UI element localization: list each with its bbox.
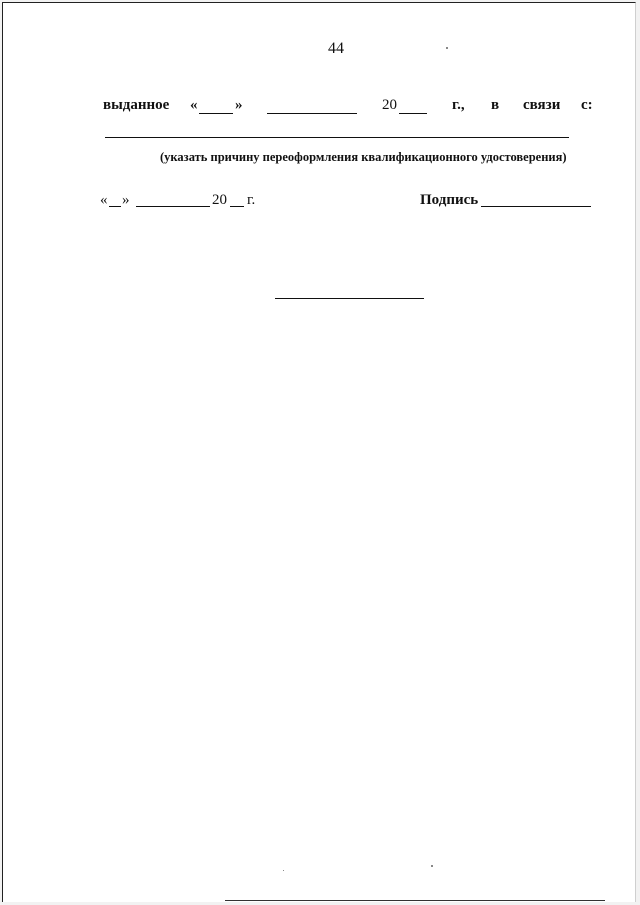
date-year-suffix: г. (247, 192, 256, 208)
reason-caption: (указать причину переоформления квалификационного удостоверения) (160, 150, 567, 164)
word-connection: связи (523, 97, 561, 113)
scan-speck (283, 870, 284, 871)
signature-label: Подпись (420, 192, 479, 208)
scan-speck (431, 865, 433, 867)
year-prefix: 20 (382, 97, 397, 113)
scan-speck (446, 47, 448, 49)
date-day-blank[interactable] (109, 206, 121, 207)
date-quote-open: « (100, 192, 108, 208)
end-separator-line (275, 298, 424, 299)
word-in: в (491, 97, 500, 113)
month-blank[interactable] (267, 113, 357, 114)
date-year-blank[interactable] (230, 206, 244, 207)
page-number: 44 (328, 40, 344, 57)
day-quote-close: » (235, 97, 243, 113)
reason-blank[interactable] (105, 137, 569, 138)
year-suffix: г., (452, 97, 465, 113)
day-quote-open: « (190, 97, 198, 113)
word-with: с: (581, 97, 593, 113)
issued-label: выданное (103, 97, 170, 113)
date-year-prefix: 20 (212, 192, 227, 208)
date-month-blank[interactable] (136, 206, 210, 207)
signature-blank[interactable] (481, 206, 591, 207)
year-blank[interactable] (399, 113, 427, 114)
page-bottom-edge (225, 900, 605, 901)
day-blank[interactable] (199, 113, 233, 114)
document-page (2, 2, 636, 902)
date-quote-close: » (122, 192, 130, 208)
